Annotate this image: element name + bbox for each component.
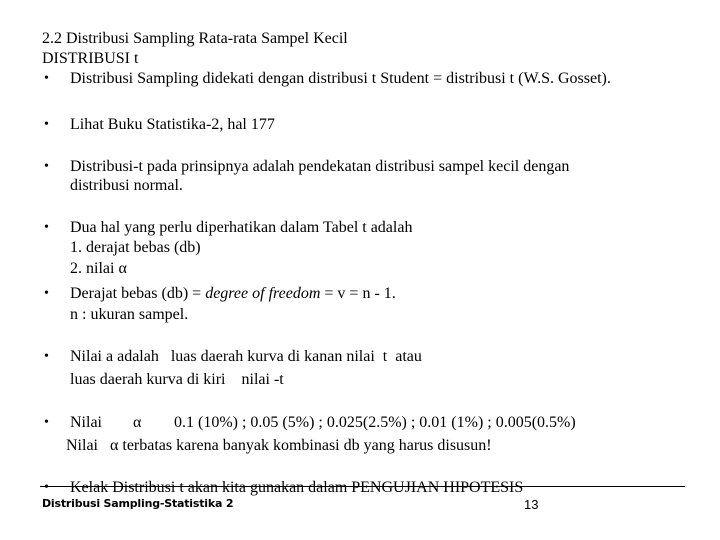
alpha-values-label: Nilai: [70, 414, 102, 431]
list-item-alpha: 2. nilai α: [70, 260, 127, 277]
section-subtitle: DISTRIBUSI t: [42, 50, 139, 67]
bullet-text-book-reference: Lihat Buku Statistika-2, hal 177: [70, 116, 275, 133]
bullet-text-sample-size: n : ukuran sampel.: [70, 306, 189, 323]
bullet-marker: •: [44, 286, 49, 301]
bullet-marker: •: [44, 117, 49, 132]
bullet-marker: •: [44, 159, 49, 174]
dof-suffix: = v = n - 1.: [320, 285, 396, 302]
bullet-text-t-principle-cont: distribusi normal.: [70, 177, 183, 194]
alpha-values-list: 0.1 (10%) ; 0.05 (5%) ; 0.025(2.5%) ; 0.01 (1%) ; 0.005(0.5%): [174, 414, 576, 431]
bullet-marker: •: [44, 480, 49, 495]
dof-italic-term: degree of freedom: [205, 285, 321, 302]
bullet-text-hypothesis-testing: Kelak Distribusi t akan kita gunakan dalam PENGUJIAN HIPOTESIS: [70, 479, 524, 496]
bullet-text-table-t: Dua hal yang perlu diperhatikan dalam Tabel t adalah: [70, 219, 413, 236]
footer-course-title: Distribusi Sampling-Statistika 2: [42, 497, 234, 510]
dof-prefix: Derajat bebas (db) =: [70, 285, 206, 302]
page-number: 13: [524, 497, 539, 512]
page-title: 2.2 Distribusi Sampling Rata-rata Sampel Kecil: [42, 30, 348, 47]
bullet-text-alpha-area-cont: luas daerah kurva di kiri nilai -t: [70, 371, 284, 388]
alpha-symbol: α: [133, 414, 142, 431]
bullet-text-alpha-area: Nilai a adalah luas daerah kurva di kanan nilai t atau: [70, 348, 422, 365]
bullet-marker: •: [44, 349, 49, 364]
bullet-marker: •: [44, 71, 49, 86]
footer-divider: [40, 486, 685, 487]
list-item-degrees-of-freedom: 1. derajat bebas (db): [70, 239, 201, 256]
bullet-text-t-principle: Distribusi-t pada prinsipnya adalah pendekatan distribusi sampel kecil dengan: [70, 158, 570, 175]
bullet-text-alpha-limited: Nilai α terbatas karena banyak kombinasi db yang harus disusun!: [66, 437, 492, 454]
bullet-marker: •: [44, 220, 49, 235]
bullet-text-student-t: Distribusi Sampling didekati dengan distribusi t Student = distribusi t (W.S. Gosset).: [70, 70, 611, 87]
bullet-marker: •: [44, 415, 49, 430]
bullet-text-degree-of-freedom: [70, 284, 396, 304]
